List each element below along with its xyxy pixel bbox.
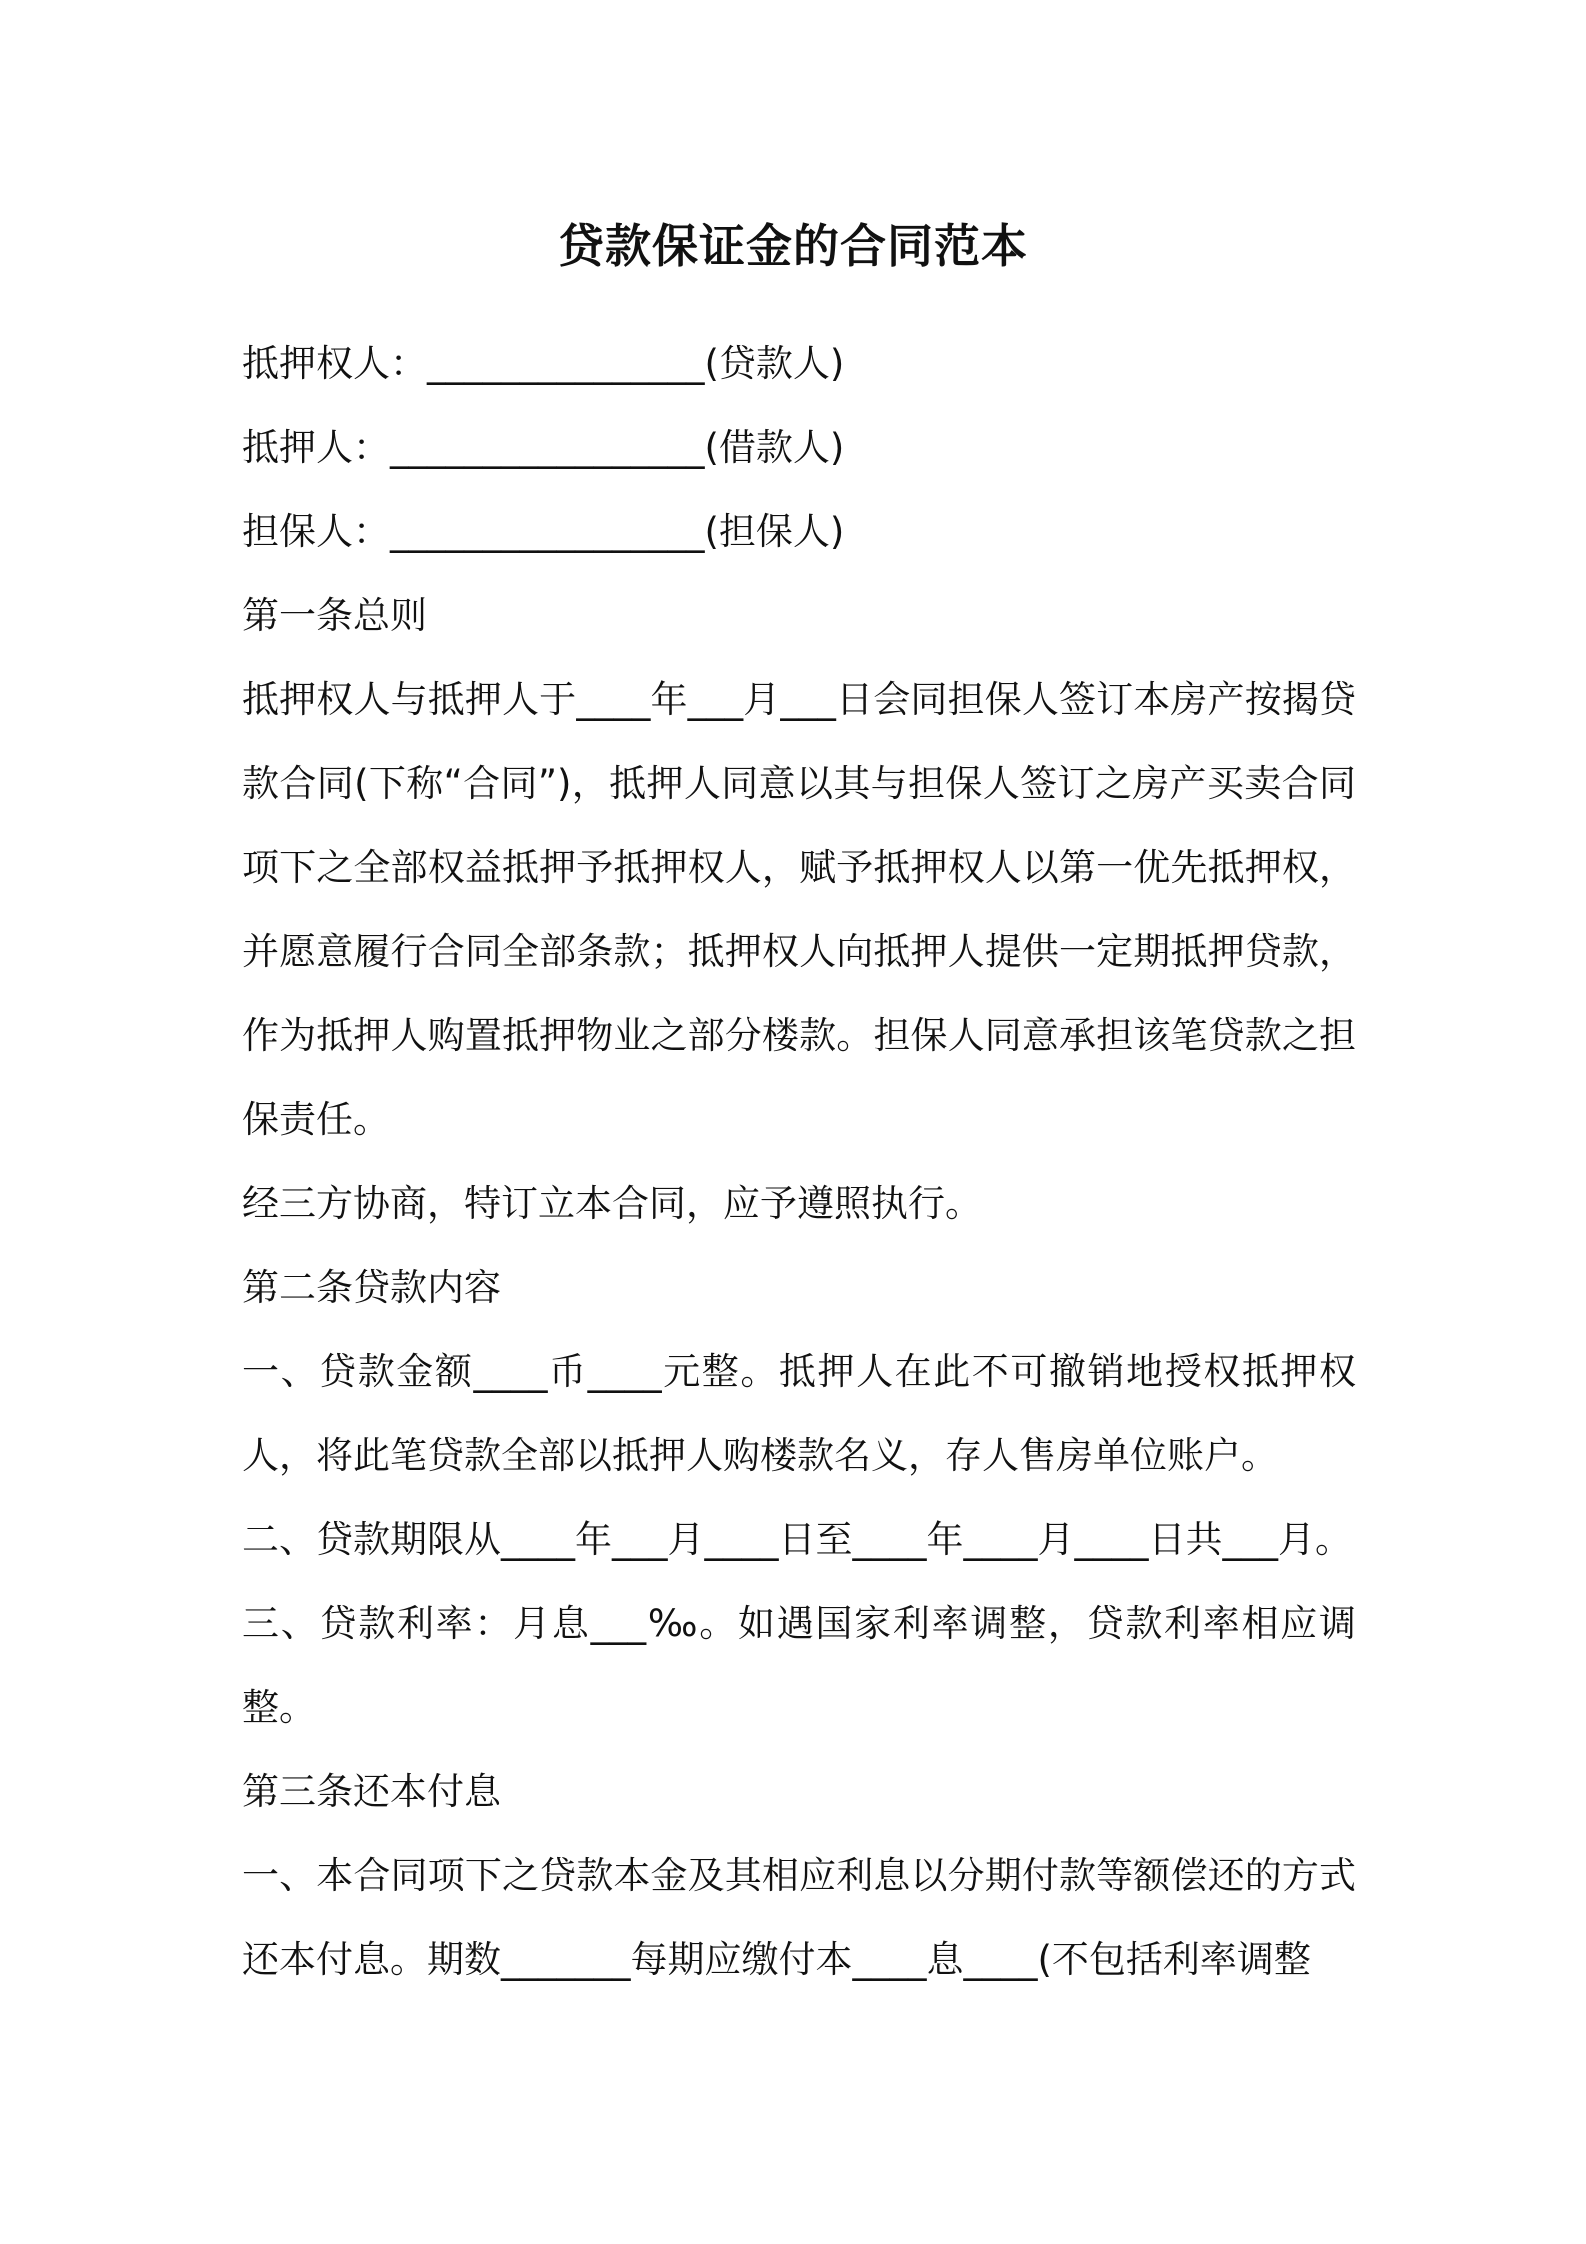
party-mortgagor: 抵押人：_________________(借款人) — [242, 426, 845, 469]
article-2-item-1: 一、贷款金额____币____元整。抵押人在此不可撤销地授权抵押权人，将此笔贷款全部以抵押人购楼款名义，存人售房单位账户。 — [242, 1350, 1356, 1477]
article-2-item-3: 三、贷款利率：月息___‰。如遇国家利率调整，贷款利率相应调整。 — [242, 1602, 1356, 1729]
article-1-heading: 第一条总则 — [242, 594, 427, 637]
article-3-heading: 第三条还本付息 — [242, 1770, 501, 1813]
article-2-heading: 第二条贷款内容 — [242, 1266, 501, 1309]
party-mortgagee: 抵押权人：_______________(贷款人) — [242, 342, 845, 385]
article-3-item-1: 一、本合同项下之贷款本金及其相应利息以分期付款等额偿还的方式还本付息。期数_______每期应缴付本____息____(不包括利率调整 — [242, 1854, 1356, 1981]
party-guarantor: 担保人：_________________(担保人) — [242, 510, 845, 553]
article-1-paragraph-1: 抵押权人与抵押人于____年___月___日会同担保人签订本房产按揭贷款合同(下称“合同”)，抵押人同意以其与担保人签订之房产买卖合同项下之全部权益抵押予抵押权人，赋予抵押权人以第一优先抵押权，并愿意履行合同全部条款；抵押权人向抵押人提供一定期抵押贷款，作为抵押人购置抵押物业之部分楼款。担保人同意承担该笔贷款之担保责任。 — [242, 678, 1356, 1141]
article-1-paragraph-2: 经三方协商，特订立本合同，应予遵照执行。 — [242, 1182, 982, 1225]
article-2-item-2: 二、贷款期限从____年___月____日至____年____月____日共___月。 — [242, 1518, 1352, 1561]
document-title: 贷款保证金的合同范本 — [558, 219, 1028, 273]
document-body — [242, 322, 1356, 2002]
